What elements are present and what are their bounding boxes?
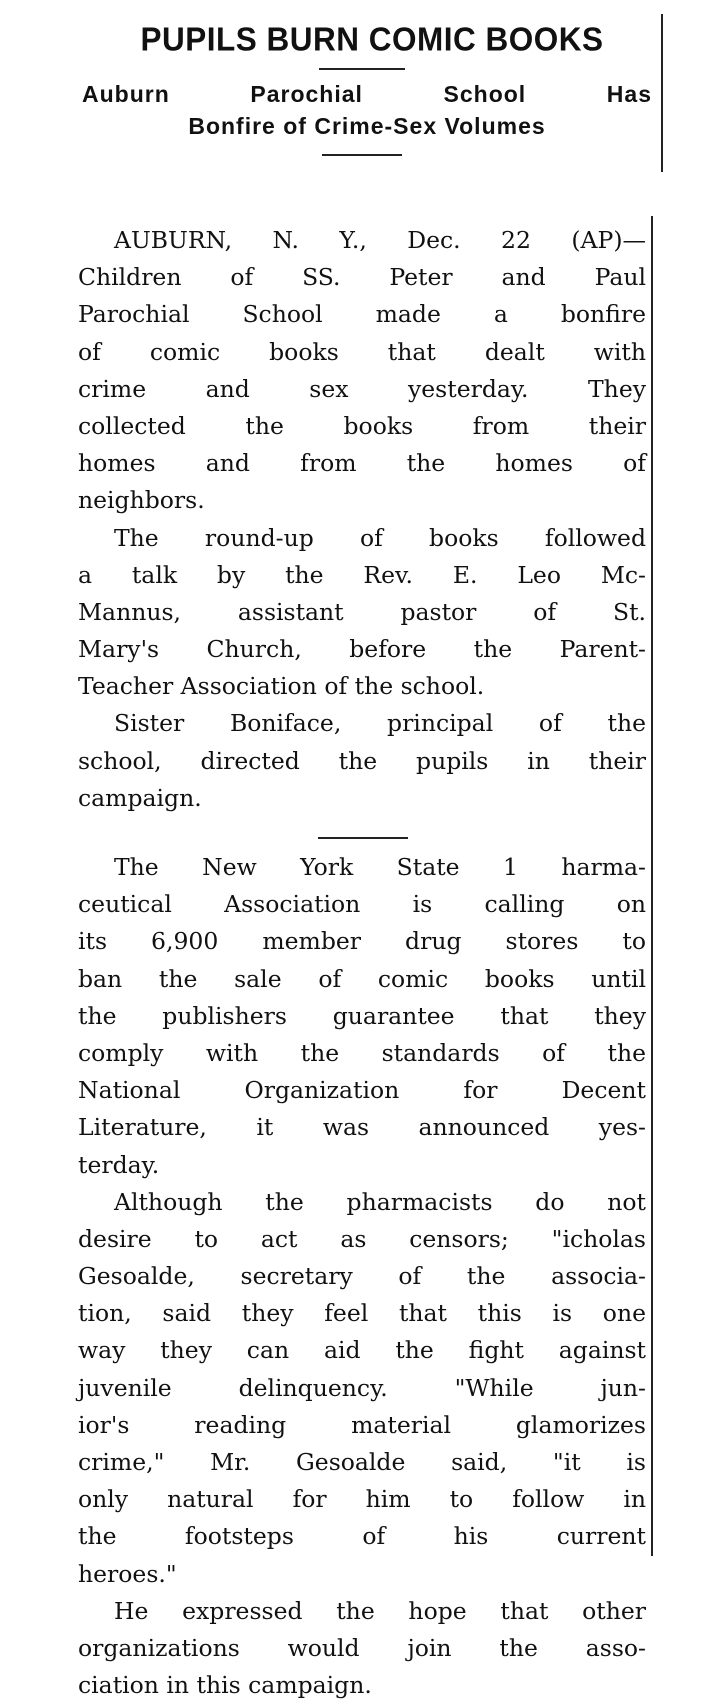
- paragraph-line: AUBURN, N. Y., Dec. 22 (AP)—: [114, 226, 646, 254]
- paragraph-line: of comic books that dealt with: [78, 337, 646, 366]
- story-separator: [318, 837, 408, 839]
- paragraph-line: ban the sale of comic books until: [78, 964, 646, 993]
- paragraph-line: the publishers guarantee that they: [78, 1001, 646, 1030]
- paragraph-line: The New York State 1 harma-: [114, 853, 646, 881]
- paragraph-line: school, directed the pupils in their: [78, 746, 646, 775]
- subheadline-line-2: Bonfire of Crime-Sex Volumes: [188, 112, 546, 139]
- article-body: [78, 222, 646, 1704]
- paragraph-line: crime," Mr. Gesoalde said, "it is: [78, 1448, 646, 1476]
- paragraph-line: juvenile delinquency. "While jun-: [78, 1373, 646, 1402]
- headline: PUPILS BURN COMIC BOOKS: [140, 20, 604, 58]
- paragraph-line: comply with the standards of the: [78, 1038, 646, 1067]
- paragraph-line: neighbors.: [78, 486, 205, 515]
- paragraph-line: Although the pharmacists do not: [114, 1187, 646, 1216]
- paragraph-line: terday.: [78, 1150, 160, 1179]
- paragraph-line: The round-up of books followed: [114, 523, 646, 552]
- paragraph-line: campaign.: [78, 783, 202, 812]
- paragraph-line: a talk by the Rev. E. Leo Mc-: [78, 560, 646, 589]
- paragraph-line: ciation in this campaign.: [78, 1671, 372, 1700]
- paragraph-line: Gesoalde, secretary of the associa-: [78, 1262, 646, 1291]
- subheadline-divider: [322, 154, 402, 156]
- paragraph-line: its 6,900 member drug stores to: [78, 927, 646, 956]
- paragraph-line: ceutical Association is calling on: [78, 890, 646, 919]
- paragraph-line: Sister Boniface, principal of the: [114, 709, 646, 738]
- paragraph-line: ior's reading material glamorizes: [78, 1410, 646, 1439]
- headline-block: [62, 18, 662, 156]
- paragraph-line: heroes.": [78, 1559, 177, 1588]
- subheadline-line-1: Auburn Parochial School Has: [82, 80, 652, 107]
- paragraph-line: Children of SS. Peter and Paul: [78, 263, 646, 292]
- paragraph-line: tion, said they feel that this is one: [78, 1299, 646, 1328]
- paragraph-line: organizations would join the asso-: [78, 1633, 646, 1662]
- column-rule-body: [651, 216, 653, 1556]
- paragraph-line: Teacher Association of the school.: [78, 672, 485, 701]
- paragraph-line: Parochial School made a bonfire: [78, 300, 646, 329]
- headline-divider: [319, 68, 405, 70]
- paragraph-line: Mary's Church, before the Parent-: [78, 635, 646, 664]
- story-auburn: [78, 222, 646, 817]
- paragraph-line: only natural for him to follow in: [78, 1485, 646, 1514]
- paragraph-line: Literature, it was announced yes-: [78, 1113, 646, 1142]
- paragraph-line: collected the books from their: [78, 411, 646, 440]
- paragraph-line: crime and sex yesterday. They: [78, 374, 646, 403]
- paragraph-line: the footsteps of his current: [78, 1522, 646, 1551]
- paragraph-line: way they can aid the fight against: [78, 1336, 646, 1365]
- paragraph-line: He expressed the hope that other: [114, 1596, 646, 1625]
- paragraph-line: homes and from the homes of: [78, 449, 646, 478]
- story-pharmaceutical: [78, 849, 646, 1704]
- paragraph-line: National Organization for Decent: [78, 1076, 646, 1105]
- paragraph-line: Mannus, assistant pastor of St.: [78, 597, 646, 626]
- paragraph-line: desire to act as censors; "icholas: [78, 1224, 646, 1253]
